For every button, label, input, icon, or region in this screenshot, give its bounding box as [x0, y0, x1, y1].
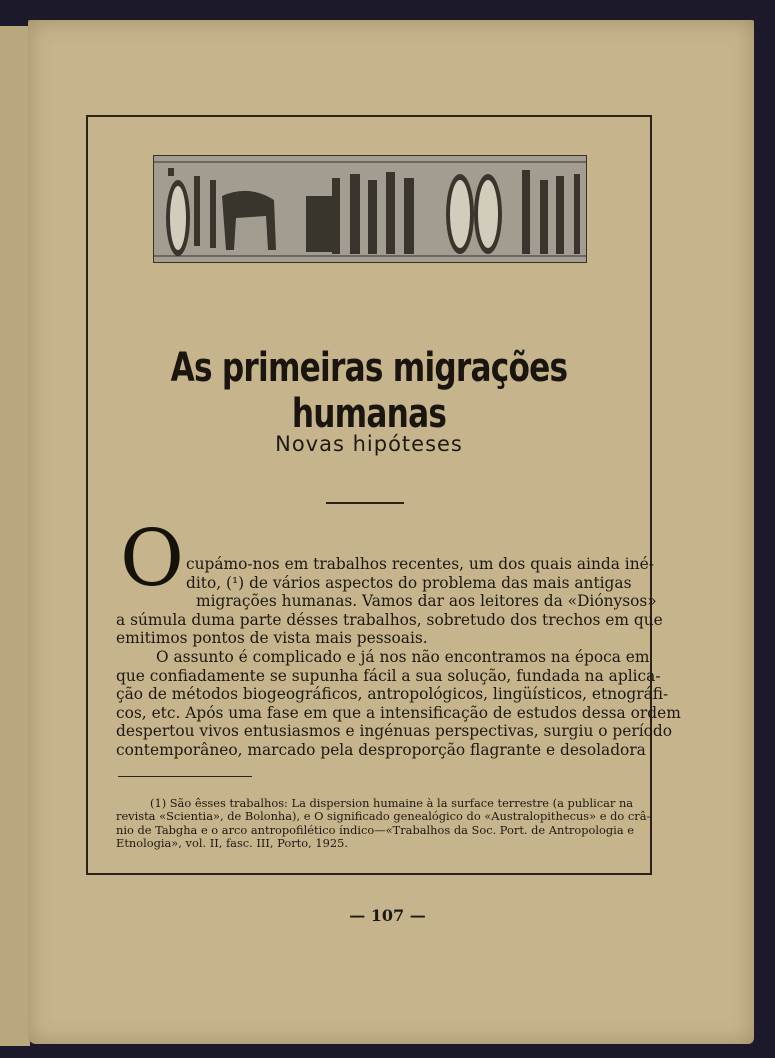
body-line: ção de métodos biogeográficos, antropológicos, lingüísticos, etnográfi- — [116, 685, 669, 704]
body-line: migrações humanas. Vamos dar aos leitores da «Diónysos» — [196, 592, 657, 611]
body-line: a súmula duma parte désses trabalhos, sobretudo dos trechos em que — [116, 610, 663, 629]
frieze-illustration — [154, 156, 586, 262]
article-body — [116, 555, 681, 760]
article-subtitle: Novas hipóteses — [275, 432, 463, 456]
footnote-rule — [118, 776, 252, 777]
body-line: cupámo-nos em trabalhos recentes, um dos quais ainda iné- — [186, 555, 654, 573]
footnote-line: revista «Scientia», de Bolonha), e O significado genealógico do «Australopithecus» e do crâ- — [116, 809, 651, 824]
page-number: — 107 — — [349, 906, 426, 925]
footnote-line: Etnologia», vol. II, fasc. III, Porto, 1925. — [116, 835, 348, 850]
body-line: despertou vivos entusiasmos e ingénuas perspectivas, surgiu o período — [116, 722, 673, 741]
article-title: As primeiras migrações humanas — [170, 345, 568, 437]
text-frame — [86, 115, 681, 875]
body-line: O assunto é complicado e já nos não encontramos na época em — [156, 647, 650, 666]
body-line: cos, etc. Após uma fase em que a intensificação de estudos dessa ordem — [116, 703, 681, 722]
decorative-frieze — [153, 155, 587, 263]
body-line: contemporâneo, marcado pela desproporção flagrante e desoladora — [116, 740, 646, 759]
footnote-line: nio de Tabgha e o arco antropofilético índico—«Trabalhos da Soc. Port. de Antropologia e — [116, 822, 634, 837]
footnote-line: (1) São êsses trabalhos: La dispersion humaine à la surface terrestre (a publicar na — [150, 796, 634, 810]
section-divider — [326, 502, 404, 504]
body-line: dito, (¹) de vários aspectos do problema das mais antigas — [186, 573, 632, 592]
drop-cap: O — [120, 514, 184, 604]
body-line: que confiadamente se supunha fácil a sua solução, fundada na aplica- — [116, 666, 661, 685]
footnote — [116, 796, 651, 850]
body-line: emitimos pontos de vista mais pessoais. — [116, 629, 428, 648]
page-edge — [0, 26, 30, 1046]
book-page — [28, 20, 754, 1044]
